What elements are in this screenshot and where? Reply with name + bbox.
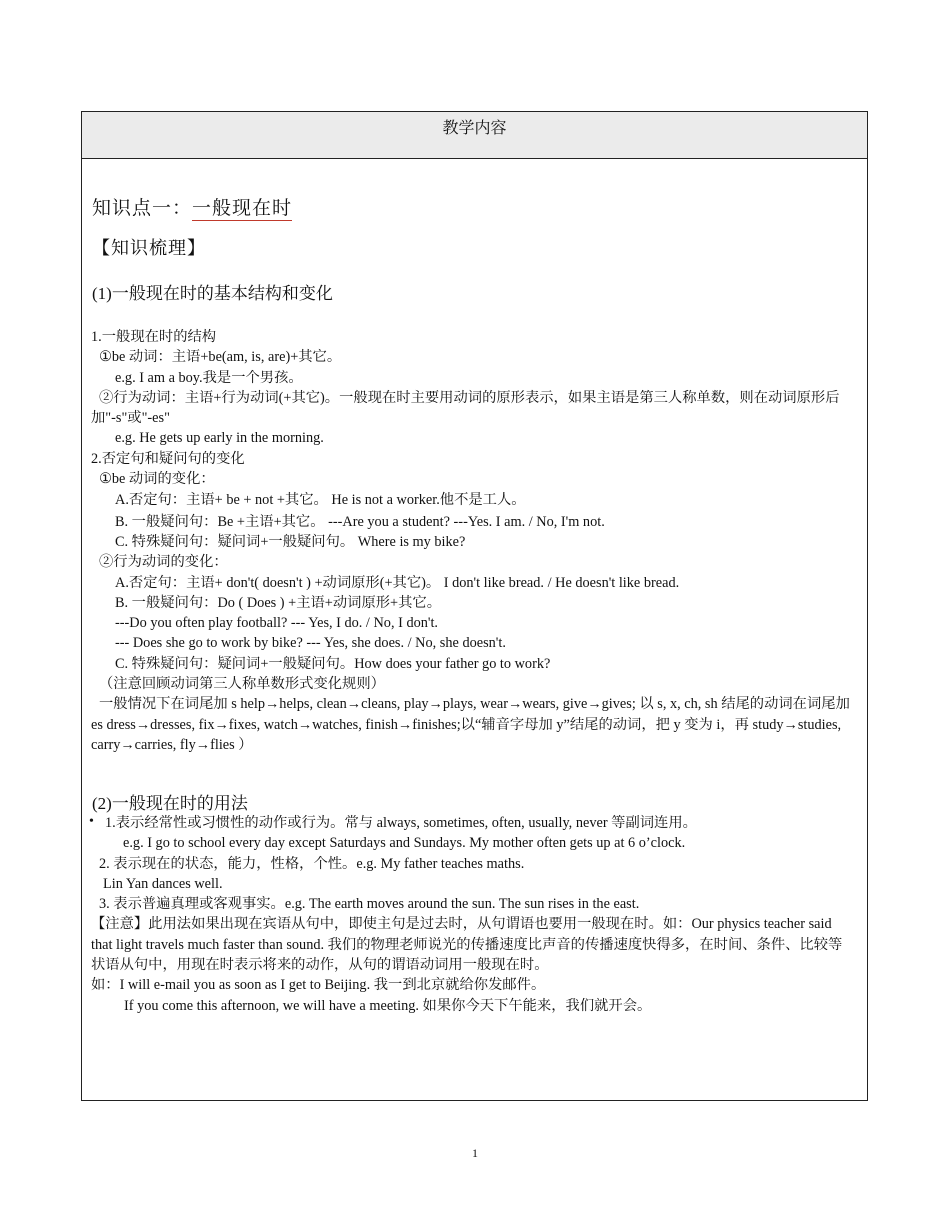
part2-line	[91, 813, 855, 833]
part1-line: 2.否定句和疑问句的变化	[91, 450, 245, 467]
part1-line: C. 特殊疑问句：疑问词+一般疑问句。 Where is my bike?	[115, 533, 466, 550]
part1-line: ②行为动词的变化：	[99, 554, 228, 571]
part1-title: (1)一般现在时的基本结构和变化	[92, 284, 333, 303]
part1-line: ①be 动词：主语+be(am, is, are)+其它。	[99, 349, 342, 366]
part1-line: A.否定句：主语+ be + not +其它。 He is not a worker.他不是工人。	[115, 492, 526, 509]
part1-line: （注意回顾动词第三人称单数形式变化规则）	[99, 676, 385, 693]
knowledge-point-title	[92, 193, 292, 220]
part1-line: B. 一般疑问句：Do ( Does ) +主语+动词原形+其它。	[115, 594, 441, 611]
content-table	[81, 111, 868, 1101]
part2-line: 【注意】此用法如果出现在宾语从句中，即使主句是过去时，从句谓语也要用一般现在时。如：Our physics teacher said that light travels much faster than sound. 我们的物理老师说光的传播速度比声音的传播速度快得多，在时间、条件、比较等状语从句中，用现在时表示将来的动作，从句的谓语动词用一般现在时。	[91, 916, 843, 974]
part1-content	[91, 327, 855, 755]
part1-line: ①be 动词的变化：	[99, 471, 215, 488]
part1-line: 1.一般现在时的结构	[91, 329, 217, 345]
knowledge-point-label: 知识点一：	[92, 198, 193, 219]
part1-line: ②行为动词：主语+行为动词(+其它)。一般现在时主要用动词的原形表示，如果主语是第三人称单数，则在动词原形后加"-s"或"-es"	[91, 389, 840, 427]
section-bracket-heading: 【知识梳理】	[92, 238, 206, 258]
part2-content	[91, 813, 855, 1016]
table-header: 教学内容	[82, 112, 867, 159]
part1-line: A.否定句：主语+ don't( doesn't ) +动词原形(+其它)。 I don't like bread. / He doesn't like bread.	[115, 574, 680, 591]
knowledge-point-topic: 一般现在时	[192, 198, 293, 219]
page-number: 1	[472, 1146, 478, 1160]
part1-line: C. 特殊疑问句：疑问词+一般疑问句。How does your father go to work?	[115, 655, 551, 672]
part1-line: e.g. I am a boy.我是一个男孩。	[115, 369, 303, 386]
part2-line: Lin Yan dances well.	[103, 875, 223, 892]
part2-line: 如：I will e-mail you as soon as I get to Beijing. 我一到北京就给你发邮件。	[91, 977, 546, 994]
part2-line: 3. 表示普遍真理或客观事实。e.g. The earth moves around the sun. The sun rises in the east.	[99, 896, 640, 913]
part1-line: B. 一般疑问句：Be +主语+其它。 ---Are you a student? ---Yes. I am. / No, I'm not.	[115, 513, 605, 530]
part1-line: --- Does she go to work by bike? --- Yes, she does. / No, she doesn't.	[115, 635, 506, 652]
part2-line: If you come this afternoon, we will have a meeting. 如果你今天下午能来，我们就开会。	[124, 997, 652, 1014]
part1-line: e.g. He gets up early in the morning.	[115, 430, 324, 447]
part2-line: 2. 表示现在的状态，能力，性格，个性。e.g. My father teaches maths.	[99, 855, 525, 872]
part2-title: (2)一般现在时的用法	[92, 794, 248, 813]
part2-line: e.g. I go to school every day except Saturdays and Sundays. My mother often gets up at 6 o’clock.	[123, 835, 686, 852]
part2-line-text: 1.表示经常性或习惯性的动作或行为。常与 always, sometimes, often, usually, never 等副词连用。	[105, 815, 697, 831]
bullet-icon: •	[89, 814, 94, 829]
part1-line: 一般情况下在词尾加 s help→helps, clean→cleans, play→plays, wear→wears, give→gives; 以 s, x, ch, sh 结尾的动词在词尾加 es dress→dresses, fix→fixes, watch→watches, finish→finishes;以“辅音字母加 y”结尾的动词，把 y 变为 i，再 study→studies, carry→carries, fly→flies ）	[91, 696, 850, 753]
part1-line: ---Do you often play football? --- Yes, I do. / No, I don't.	[115, 615, 439, 632]
